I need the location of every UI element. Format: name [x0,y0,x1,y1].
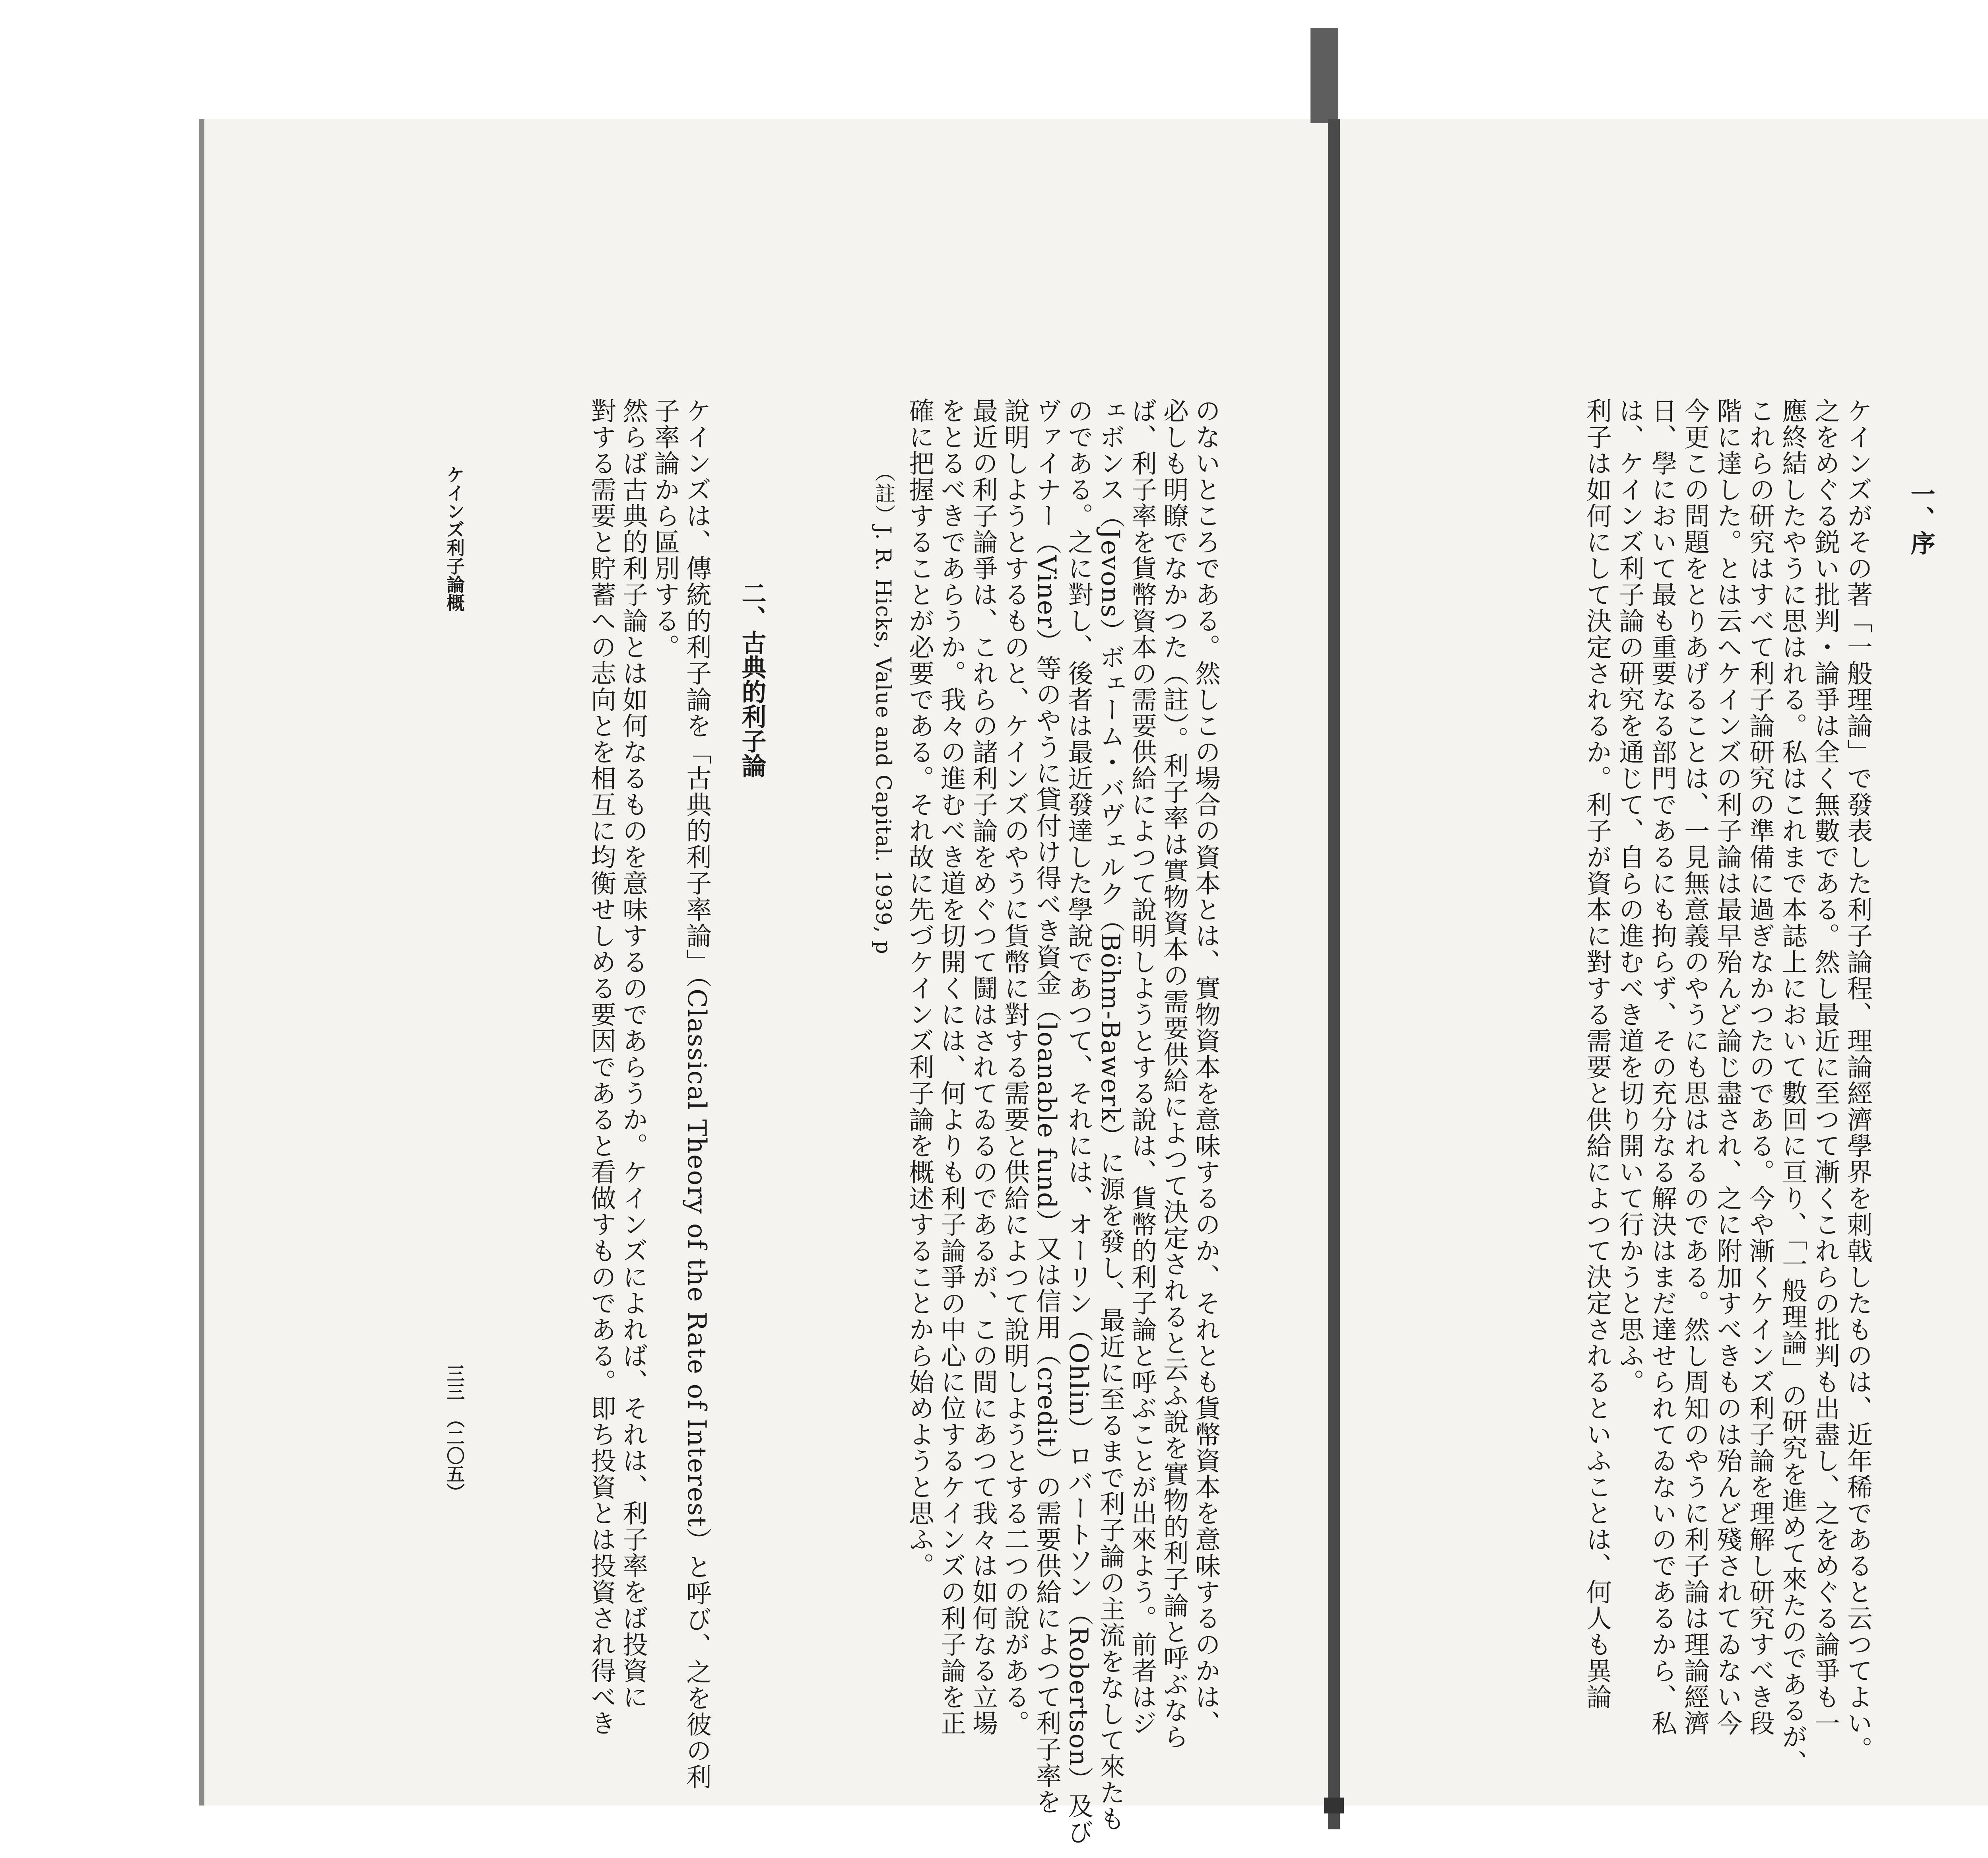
paragraph-line: 階に達した。とは云へケインズの利子論は最早殆んど論じ盡され、之に附加すべきものは殆んど殘されてゐない今 [1712,398,1742,1736]
paragraph-line: 說明しようとするものと、ケインズのやうに貨幣に對する需要と供給によつて說明しようとする二つの說がある。 [1000,398,1029,1736]
running-foot: ケインズ利子論概 [444,465,465,612]
binding-top [1310,28,1338,123]
book-binding [1328,119,1340,1829]
section-1-heading: 一、序 [1906,481,1936,555]
paragraph-line: ケインズがその著「一般理論」で發表した利子論程、理論經濟學界を刺戟したものは、近年稀であると云つてよい。 [1843,398,1872,1763]
paragraph-line: 利子は如何にして決定されるか。利子が資本に對する需要と供給によつて決定されるといふことは、何人も異論 [1582,398,1611,1710]
paragraph-line: 之をめぐる鋭い批判・論爭は全く無數である。然し最近に至つて漸くこれらの批判も出盡し、之をめぐる論爭も一 [1810,398,1840,1736]
paragraph-line: ヴァイナー（Viner）等のやうに貸付け得べき資金（loanable fund）又は信用（credit）の需要供給によつて利子率を [1032,398,1061,1815]
paragraph-line: のである。之に對し、後者は最近發達した學說であつて、それには、オーリン（Ohlin）ロバートソン（Robertson）及び [1064,398,1093,1846]
paragraph-line: 對する需要と貯蓄への志向とを相互に均衡せしめる要因であると看做すものである。即ち投資とは投資され得べき [586,398,616,1736]
paragraph-line: のないところである。然しこの場合の資本とは、實物資本を意味するのか、それとも貨幣資本を意味するのかは、 [1191,398,1220,1736]
paragraph-line: 應終結したやうに思はれる。私はこれまで本誌上において數回に亘り、「一般理論」の研究を進めて來たのであるが、 [1778,398,1807,1776]
paragraph-line: 今更この問題をとりあげることは、一見無意義のやうにも思はれるのである。然し周知のやうに利子論は理論經濟 [1680,398,1709,1736]
paragraph-line: ケインズは、傳統的利子論を「古典的利子率論」（Classical Theory of the Rate of Interest）と呼び、之を彼の利 [682,398,711,1790]
binding-bottom [1324,1798,1344,1813]
paragraph-line: 子率論から區別する。 [650,398,679,660]
paragraph-line: 必しも明瞭でなかつた（註）。利子率は實物資本の需要供給によつて決定されると云ふ說を實物的利子論と呼ぶなら [1159,398,1188,1750]
footnote: （註）J. R. Hicks, Value and Capital. 1939, p [871,461,895,955]
paragraph-line: ェボンス（Jevons）ボェーム・バヴェルク（Böhm-Bawerk）に源を發し、最近に至るまで利子論の主流をなして來たも [1095,398,1125,1832]
paragraph-line: これらの研究はすべて利子論研究の準備に過ぎなかつたのである。今や漸くケインズ利子論を理解し研究すべき段 [1745,398,1774,1736]
page-number-left: 三三 （二〇五） [444,1364,465,1501]
paragraph-line: ば、利子率を貨幣資本の需要供給によつて說明しようとする說は、貨幣的利子論と呼ぶことが出來よう。前者はジ [1127,398,1157,1736]
paragraph-line: 然らば古典的利子論とは如何なるものを意味するのであらうか。ケインズによれば、それは、利子率をば投資に [618,398,648,1710]
paragraph-line: 確に把握することが必要である。それ故に先づケインズ利子論を概述することから始めようと思ふ。 [905,398,934,1579]
paragraph-line: は、ケインズ利子論の研究を通じて、自らの進むべき道を切り開いて行かうと思ふ。 [1615,398,1644,1395]
paragraph-line: 日、學において最も重要なる部門であるにも拘らず、その充分なる解決はまだ達せられてゐないのであるから、私 [1647,398,1677,1736]
paragraph-line: をとるべきであらうか。我々の進むべき道を切開くには、何よりも利子論爭の中心に位するケインズの利子論を正 [936,398,966,1736]
section-2-heading: 二、古典的利子論 [738,581,767,778]
paragraph-line: 最近の利子論爭は、これらの諸利子論をめぐつて鬪はされてゐるのであるが、この間にあつて我々は如何なる立場 [968,398,998,1736]
